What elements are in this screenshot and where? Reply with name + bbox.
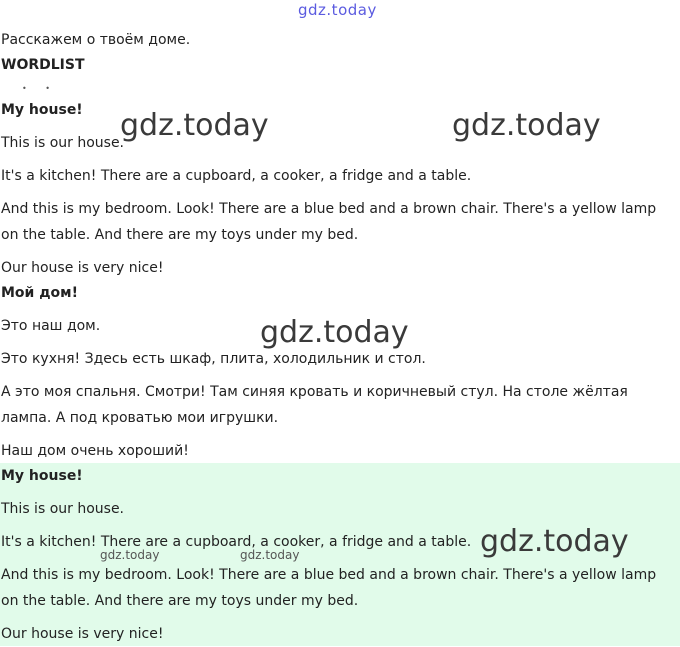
- russian-paragraph-2: Это кухня! Здесь есть шкаф, плита, холодильник и стол.: [1, 351, 426, 367]
- answer-paragraph-1: This is our house.: [1, 501, 125, 517]
- watermark-small-1: gdz.today: [100, 548, 160, 562]
- answer-title: My house!: [1, 468, 83, 484]
- wordlist-heading: WORDLIST: [1, 57, 85, 73]
- answer-paragraph-2: It's a kitchen! There are a cupboard, a cooker, a fridge and a table.: [1, 534, 472, 550]
- watermark-small-2: gdz.today: [240, 548, 300, 562]
- russian-title: Мой дом!: [1, 285, 78, 301]
- answer-paragraph-3-line-1: And this is my bedroom. Look! There are a blue bed and a brown chair. There's a yellow lamp: [1, 567, 657, 583]
- english-title: My house!: [1, 102, 83, 118]
- russian-paragraph-4: Наш дом очень хороший!: [1, 443, 189, 459]
- wordlist-dots: • •: [22, 84, 58, 93]
- english-paragraph-3-line-1: And this is my bedroom. Look! There are a blue bed and a brown chair. There's a yellow lamp: [1, 201, 657, 217]
- russian-paragraph-3-line-1: А это моя спальня. Смотри! Там синяя кровать и коричневый стул. На столе жёлтая: [1, 384, 628, 400]
- english-paragraph-2: It's a kitchen! There are a cupboard, a cooker, a fridge and a table.: [1, 168, 472, 184]
- watermark-large-1: gdz.today: [120, 108, 269, 143]
- watermark-large-2: gdz.today: [452, 108, 601, 143]
- russian-paragraph-1: Это наш дом.: [1, 318, 101, 334]
- answer-paragraph-3-line-2: on the table. And there are my toys under my bed.: [1, 593, 359, 609]
- english-paragraph-1: This is our house.: [1, 135, 125, 151]
- watermark-top: gdz.today: [298, 1, 377, 19]
- watermark-large-3: gdz.today: [260, 315, 409, 350]
- watermark-large-4: gdz.today: [480, 524, 629, 559]
- english-paragraph-4: Our house is very nice!: [1, 260, 164, 276]
- answer-paragraph-4: Our house is very nice!: [1, 626, 164, 642]
- russian-paragraph-3-line-2: лампа. А под кроватью мои игрушки.: [1, 410, 279, 426]
- english-paragraph-3-line-2: on the table. And there are my toys under my bed.: [1, 227, 359, 243]
- intro-text: Расскажем о твоём доме.: [1, 32, 191, 48]
